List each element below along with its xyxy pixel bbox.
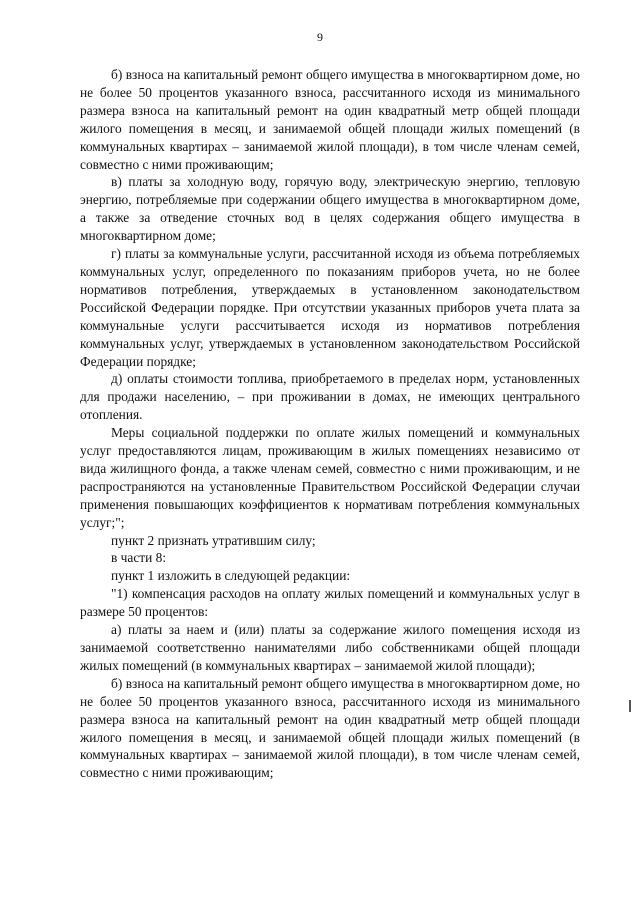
page-number: 9 [317, 30, 323, 44]
paragraph-part-8: в части 8: [111, 550, 167, 566]
paragraph-b-capital-repair-2: б) взноса на капитальный ремонт общего имущества в многоквартирном доме, но не более 50 процентов указанного взноса, рассчитанного исходя из минимального размера взноса на капитальный ремонт на один квадратный метр общей площади жилого помещения в месяц, и занимаемой общей площади жилых помещений (в коммунальных квартирах – занимаемой жилой площади), в том числе членам семей, совместно с ними проживающим; [80, 675, 580, 781]
paragraph-v-utilities-common: в) платы за холодную воду, горячую воду, электрическую энергию, тепловую энергию, потребляемые при содержании общего имущества в многоквартирном доме, а также за отведение сточных вод в целях содержания общего имущества в многоквартирном доме; [80, 174, 580, 244]
paragraph-social-support: Меры социальной поддержки по оплате жилых помещений и коммунальных услуг предоставляются лицам, проживающим в жилых помещениях независимо от вида жилищного фонда, а также членам семей, совместно с ними проживающим, и не распространяются на установленные Правительством Российской Федерации случаи применения повышающих коэффициентов к нормативам потребления коммунальных услуг;"; [80, 425, 580, 530]
paragraph-point-2: пункт 2 признать утратившим силу; [111, 532, 316, 548]
paragraph-compensation: "1) компенсация расходов на оплату жилых помещений и коммунальных услуг в размере 50 процентов: [80, 586, 580, 620]
document-body [80, 66, 580, 782]
paragraph-d-fuel: д) оплаты стоимости топлива, приобретаемого в пределах норм, установленных для продажи населению, – при проживании в домах, не имеющих центрального отопления. [80, 371, 580, 423]
paragraph-point-1-edit: пункт 1 изложить в следующей редакции: [111, 568, 351, 584]
paragraph-a-rent: а) платы за наем и (или) платы за содержание жилого помещения исходя из занимаемой соответственно нанимателями либо собственниками общей площади жилых помещений (в коммунальных квартирах – занимаемой жилой площади); [80, 622, 580, 673]
margin-mark [629, 700, 631, 712]
paragraph-b-capital-repair: б) взноса на капитальный ремонт общего имущества в многоквартирном доме, но не более 50 процентов указанного взноса, рассчитанного исходя из минимального размера взноса на капитальный ремонт на один квадратный метр общей площади жилого помещения в месяц, и занимаемой общей площади жилых помещений (в коммунальных квартирах – занимаемой жилой площади), в том числе членам семей, совместно с ними проживающим; [80, 67, 580, 172]
paragraph-g-communal-services: г) платы за коммунальные услуги, рассчитанной исходя из объема потребляемых коммунальных услуг, определенного по показаниям приборов учета, но не более нормативов потребления, утверждаемых в установленном законодательством Российской Федерации порядке. При отсутствии указанных приборов учета плата за коммунальные услуги рассчитывается исходя из нормативов потребления коммунальных услуг, утверждаемых в установленном законодательством Российской Федерации порядке; [80, 246, 580, 369]
